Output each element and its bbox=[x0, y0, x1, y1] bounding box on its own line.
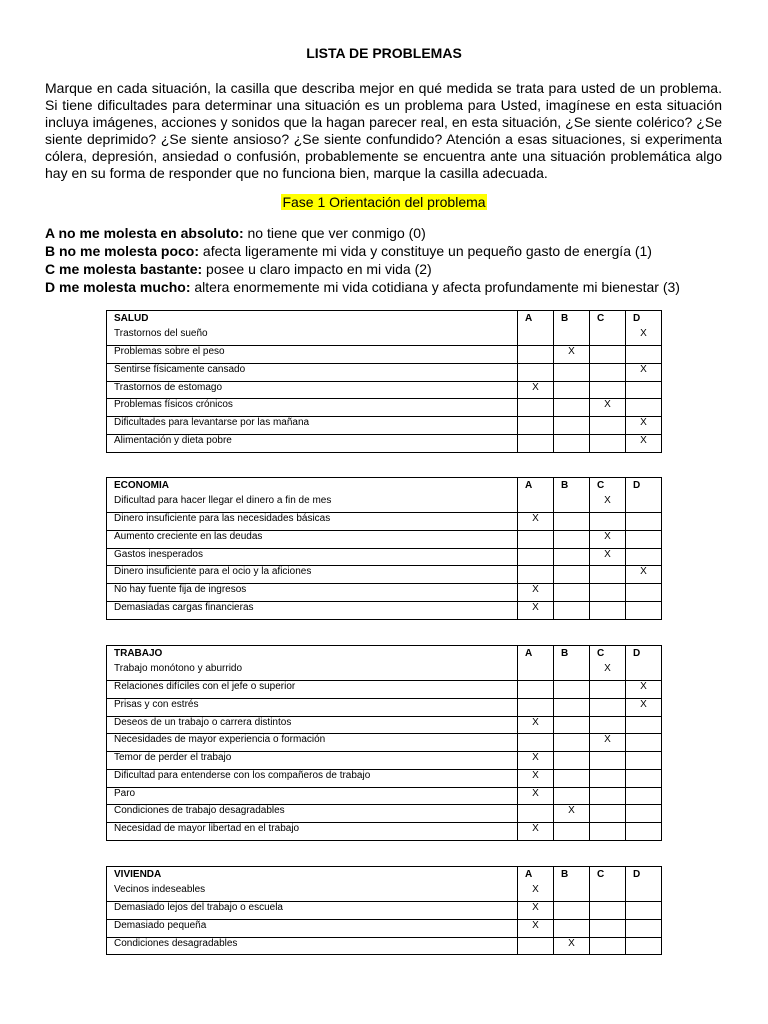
legend-item bbox=[45, 224, 680, 242]
column-header-c: C bbox=[590, 867, 626, 885]
problem-label: Deseos de un trabajo o carrera distintos bbox=[107, 716, 518, 734]
rating-cell-c[interactable]: X bbox=[590, 399, 626, 417]
rating-cell-c[interactable]: X bbox=[590, 663, 626, 681]
rating-cell-b[interactable] bbox=[554, 822, 590, 840]
problem-label: Temor de perder el trabajo bbox=[107, 752, 518, 770]
rating-cell-d[interactable]: X bbox=[626, 328, 662, 346]
column-header-c: C bbox=[590, 478, 626, 496]
rating-cell-c[interactable] bbox=[590, 787, 626, 805]
column-header-a: A bbox=[518, 478, 554, 496]
rating-cell-c[interactable] bbox=[590, 364, 626, 382]
table-row bbox=[107, 752, 662, 770]
problem-label: Alimentación y dieta pobre bbox=[107, 434, 518, 452]
rating-cell-a[interactable] bbox=[518, 566, 554, 584]
problem-label: Dificultades para levantarse por las mañana bbox=[107, 417, 518, 435]
problem-label: No hay fuente fija de ingresos bbox=[107, 584, 518, 602]
rating-cell-a[interactable] bbox=[518, 434, 554, 452]
rating-cell-c[interactable] bbox=[590, 752, 626, 770]
table-row bbox=[107, 548, 662, 566]
problem-label: Dinero insuficiente para las necesidades básicas bbox=[107, 513, 518, 531]
rating-cell-d[interactable] bbox=[626, 787, 662, 805]
table-row bbox=[107, 937, 662, 955]
section-header-row bbox=[107, 646, 662, 664]
rating-cell-d[interactable] bbox=[626, 822, 662, 840]
rating-cell-b[interactable] bbox=[554, 513, 590, 531]
rating-cell-d[interactable]: X bbox=[626, 434, 662, 452]
rating-cell-b[interactable] bbox=[554, 584, 590, 602]
table-row bbox=[107, 328, 662, 346]
table-row bbox=[107, 769, 662, 787]
rating-cell-a[interactable] bbox=[518, 663, 554, 681]
rating-cell-a[interactable] bbox=[518, 681, 554, 699]
rating-cell-a[interactable]: X bbox=[518, 513, 554, 531]
rating-cell-d[interactable] bbox=[626, 884, 662, 902]
rating-cell-c[interactable] bbox=[590, 513, 626, 531]
rating-cell-c[interactable] bbox=[590, 584, 626, 602]
rating-cell-a[interactable] bbox=[518, 937, 554, 955]
column-header-d: D bbox=[626, 478, 662, 496]
rating-cell-c[interactable] bbox=[590, 601, 626, 619]
rating-cell-d[interactable] bbox=[626, 381, 662, 399]
rating-cell-b[interactable] bbox=[554, 716, 590, 734]
rating-cell-a[interactable] bbox=[518, 364, 554, 382]
table-row bbox=[107, 399, 662, 417]
table-row bbox=[107, 884, 662, 902]
rating-cell-d[interactable] bbox=[626, 752, 662, 770]
rating-cell-c[interactable] bbox=[590, 346, 626, 364]
rating-cell-a[interactable]: X bbox=[518, 601, 554, 619]
rating-cell-b[interactable] bbox=[554, 902, 590, 920]
rating-cell-a[interactable] bbox=[518, 699, 554, 717]
rating-cell-c[interactable] bbox=[590, 417, 626, 435]
table-row bbox=[107, 601, 662, 619]
table-row bbox=[107, 513, 662, 531]
rating-cell-d[interactable] bbox=[626, 531, 662, 549]
problem-label: Trastornos de estomago bbox=[107, 381, 518, 399]
table-row bbox=[107, 584, 662, 602]
rating-cell-c[interactable] bbox=[590, 681, 626, 699]
section-header-row bbox=[107, 311, 662, 329]
column-header-d: D bbox=[626, 867, 662, 885]
legend-key: B no me molesta poco: bbox=[45, 243, 200, 259]
rating-cell-c[interactable] bbox=[590, 805, 626, 823]
legend-item bbox=[45, 278, 680, 296]
legend-item bbox=[45, 260, 680, 278]
rating-cell-a[interactable]: X bbox=[518, 822, 554, 840]
table-row bbox=[107, 734, 662, 752]
rating-cell-a[interactable]: X bbox=[518, 787, 554, 805]
column-header-a: A bbox=[518, 311, 554, 329]
rating-cell-a[interactable] bbox=[518, 548, 554, 566]
table-row bbox=[107, 346, 662, 364]
rating-cell-c[interactable] bbox=[590, 381, 626, 399]
rating-cell-b[interactable] bbox=[554, 920, 590, 938]
rating-cell-b[interactable] bbox=[554, 734, 590, 752]
rating-cell-c[interactable]: X bbox=[590, 548, 626, 566]
rating-cell-a[interactable]: X bbox=[518, 584, 554, 602]
rating-cell-d[interactable] bbox=[626, 716, 662, 734]
problem-label: Condiciones desagradables bbox=[107, 937, 518, 955]
legend-key: D me molesta mucho: bbox=[45, 279, 191, 295]
problem-label: Necesidades de mayor experiencia o formación bbox=[107, 734, 518, 752]
rating-cell-a[interactable]: X bbox=[518, 716, 554, 734]
instructions-paragraph: Marque en cada situación, la casilla que describa mejor en qué medida se trata para usted de un problema. Si tiene dificultades para determinar una situación es un problema para Usted, imagínese en esta situación incluya imágenes, acciones y sonidos que la hagan parecer real, en esta situación, ¿Se siente colérico? ¿Se siente deprimido? ¿Se siente ansioso? ¿Se siente confundido? Atención a esas situaciones, si experimenta cólera, depresión, ansiedad o confusión, probablemente se encuentra ante una situación problemática algo hay en su forma de responder que no funciona bien, marque la casilla adecuada. bbox=[45, 80, 722, 181]
column-header-d: D bbox=[626, 646, 662, 664]
table-row bbox=[107, 434, 662, 452]
rating-cell-b[interactable] bbox=[554, 663, 590, 681]
rating-cell-a[interactable] bbox=[518, 417, 554, 435]
rating-cell-b[interactable] bbox=[554, 381, 590, 399]
problem-label: Problemas sobre el peso bbox=[107, 346, 518, 364]
section-header-row bbox=[107, 867, 662, 885]
rating-cell-d[interactable]: X bbox=[626, 681, 662, 699]
rating-cell-a[interactable]: X bbox=[518, 884, 554, 902]
table-row bbox=[107, 495, 662, 513]
problem-label: Demasiado pequeña bbox=[107, 920, 518, 938]
problem-label: Trastornos del sueño bbox=[107, 328, 518, 346]
section-title: VIVIENDA bbox=[107, 867, 518, 885]
phase-heading bbox=[0, 194, 768, 210]
rating-cell-a[interactable]: X bbox=[518, 920, 554, 938]
column-header-b: B bbox=[554, 646, 590, 664]
rating-cell-c[interactable] bbox=[590, 566, 626, 584]
rating-cell-b[interactable] bbox=[554, 434, 590, 452]
problem-label: Sentirse físicamente cansado bbox=[107, 364, 518, 382]
rating-cell-c[interactable] bbox=[590, 822, 626, 840]
rating-cell-c[interactable]: X bbox=[590, 495, 626, 513]
rating-cell-a[interactable] bbox=[518, 495, 554, 513]
rating-cell-d[interactable] bbox=[626, 495, 662, 513]
problem-label: Paro bbox=[107, 787, 518, 805]
section-header-row bbox=[107, 478, 662, 496]
rating-cell-a[interactable]: X bbox=[518, 902, 554, 920]
rating-cell-b[interactable]: X bbox=[554, 805, 590, 823]
rating-cell-b[interactable] bbox=[554, 769, 590, 787]
table-row bbox=[107, 364, 662, 382]
rating-cell-b[interactable]: X bbox=[554, 937, 590, 955]
table-row bbox=[107, 663, 662, 681]
rating-cell-a[interactable] bbox=[518, 805, 554, 823]
rating-cell-a[interactable]: X bbox=[518, 769, 554, 787]
table-row bbox=[107, 787, 662, 805]
rating-cell-b[interactable] bbox=[554, 495, 590, 513]
rating-legend bbox=[45, 224, 680, 296]
rating-cell-b[interactable] bbox=[554, 364, 590, 382]
rating-cell-c[interactable] bbox=[590, 328, 626, 346]
problem-label: Problemas físicos crónicos bbox=[107, 399, 518, 417]
section-table-economia bbox=[106, 477, 662, 620]
column-header-b: B bbox=[554, 478, 590, 496]
rating-cell-d[interactable]: X bbox=[626, 417, 662, 435]
table-row bbox=[107, 417, 662, 435]
rating-cell-d[interactable]: X bbox=[626, 699, 662, 717]
legend-key: A no me molesta en absoluto: bbox=[45, 225, 244, 241]
rating-cell-d[interactable] bbox=[626, 734, 662, 752]
rating-cell-b[interactable] bbox=[554, 787, 590, 805]
table-row bbox=[107, 381, 662, 399]
phase-highlight: Fase 1 Orientación del problema bbox=[282, 194, 486, 210]
column-header-c: C bbox=[590, 311, 626, 329]
column-header-b: B bbox=[554, 311, 590, 329]
rating-cell-d[interactable] bbox=[626, 513, 662, 531]
rating-cell-d[interactable] bbox=[626, 920, 662, 938]
table-row bbox=[107, 822, 662, 840]
section-title: TRABAJO bbox=[107, 646, 518, 664]
column-header-a: A bbox=[518, 867, 554, 885]
table-row bbox=[107, 902, 662, 920]
problem-label: Trabajo monótono y aburrido bbox=[107, 663, 518, 681]
legend-key: C me molesta bastante: bbox=[45, 261, 203, 277]
rating-cell-a[interactable]: X bbox=[518, 381, 554, 399]
rating-cell-b[interactable] bbox=[554, 752, 590, 770]
problem-label: Vecinos indeseables bbox=[107, 884, 518, 902]
legend-text: no tiene que ver conmigo (0) bbox=[243, 225, 426, 241]
rating-cell-d[interactable] bbox=[626, 548, 662, 566]
rating-cell-b[interactable] bbox=[554, 601, 590, 619]
rating-cell-d[interactable] bbox=[626, 399, 662, 417]
table-row bbox=[107, 566, 662, 584]
rating-cell-c[interactable] bbox=[590, 937, 626, 955]
legend-item bbox=[45, 242, 680, 260]
table-row bbox=[107, 699, 662, 717]
problem-label: Dificultad para hacer llegar el dinero a fin de mes bbox=[107, 495, 518, 513]
rating-cell-d[interactable] bbox=[626, 937, 662, 955]
rating-cell-c[interactable] bbox=[590, 769, 626, 787]
problem-label: Aumento creciente en las deudas bbox=[107, 531, 518, 549]
rating-cell-d[interactable]: X bbox=[626, 566, 662, 584]
table-row bbox=[107, 716, 662, 734]
rating-cell-a[interactable] bbox=[518, 734, 554, 752]
rating-cell-d[interactable] bbox=[626, 902, 662, 920]
rating-cell-b[interactable] bbox=[554, 681, 590, 699]
problem-label: Condiciones de trabajo desagradables bbox=[107, 805, 518, 823]
legend-text: posee u claro impacto en mi vida (2) bbox=[202, 261, 432, 277]
problem-label: Dificultad para entenderse con los compañeros de trabajo bbox=[107, 769, 518, 787]
problem-label: Demasiado lejos del trabajo o escuela bbox=[107, 902, 518, 920]
rating-cell-c[interactable] bbox=[590, 902, 626, 920]
section-title: ECONOMIA bbox=[107, 478, 518, 496]
rating-cell-c[interactable] bbox=[590, 884, 626, 902]
section-table-vivienda bbox=[106, 866, 662, 955]
rating-cell-c[interactable]: X bbox=[590, 531, 626, 549]
rating-cell-b[interactable] bbox=[554, 399, 590, 417]
rating-cell-b[interactable] bbox=[554, 699, 590, 717]
page-title: LISTA DE PROBLEMAS bbox=[306, 45, 462, 61]
legend-text: afecta ligeramente mi vida y constituye un pequeño gasto de energía (1) bbox=[199, 243, 652, 259]
rating-cell-c[interactable] bbox=[590, 699, 626, 717]
problem-label: Dinero insuficiente para el ocio y la aficiones bbox=[107, 566, 518, 584]
column-header-b: B bbox=[554, 867, 590, 885]
rating-cell-a[interactable] bbox=[518, 399, 554, 417]
rating-cell-b[interactable] bbox=[554, 566, 590, 584]
rating-cell-d[interactable] bbox=[626, 584, 662, 602]
rating-cell-a[interactable]: X bbox=[518, 752, 554, 770]
rating-cell-b[interactable]: X bbox=[554, 346, 590, 364]
table-row bbox=[107, 681, 662, 699]
rating-cell-d[interactable] bbox=[626, 346, 662, 364]
rating-cell-d[interactable] bbox=[626, 769, 662, 787]
rating-cell-d[interactable]: X bbox=[626, 364, 662, 382]
column-header-c: C bbox=[590, 646, 626, 664]
legend-text: altera enormemente mi vida cotidiana y afecta profundamente mi bienestar (3) bbox=[190, 279, 680, 295]
rating-cell-a[interactable] bbox=[518, 531, 554, 549]
rating-cell-c[interactable] bbox=[590, 716, 626, 734]
problem-label: Demasiadas cargas financieras bbox=[107, 601, 518, 619]
rating-cell-d[interactable] bbox=[626, 805, 662, 823]
problem-label: Prisas y con estrés bbox=[107, 699, 518, 717]
rating-cell-d[interactable] bbox=[626, 663, 662, 681]
section-table-trabajo bbox=[106, 645, 662, 841]
column-header-a: A bbox=[518, 646, 554, 664]
rating-cell-b[interactable] bbox=[554, 531, 590, 549]
section-title: SALUD bbox=[107, 311, 518, 329]
problem-label: Gastos inesperados bbox=[107, 548, 518, 566]
rating-cell-b[interactable] bbox=[554, 884, 590, 902]
rating-cell-a[interactable] bbox=[518, 346, 554, 364]
rating-cell-c[interactable]: X bbox=[590, 734, 626, 752]
table-row bbox=[107, 805, 662, 823]
table-row bbox=[107, 920, 662, 938]
rating-cell-c[interactable] bbox=[590, 920, 626, 938]
rating-cell-d[interactable] bbox=[626, 601, 662, 619]
rating-cell-a[interactable] bbox=[518, 328, 554, 346]
table-row bbox=[107, 531, 662, 549]
problem-label: Necesidad de mayor libertad en el trabajo bbox=[107, 822, 518, 840]
rating-cell-c[interactable] bbox=[590, 434, 626, 452]
section-table-salud bbox=[106, 310, 662, 453]
rating-cell-b[interactable] bbox=[554, 417, 590, 435]
problem-label: Relaciones difíciles con el jefe o superior bbox=[107, 681, 518, 699]
rating-cell-b[interactable] bbox=[554, 548, 590, 566]
column-header-d: D bbox=[626, 311, 662, 329]
rating-cell-b[interactable] bbox=[554, 328, 590, 346]
